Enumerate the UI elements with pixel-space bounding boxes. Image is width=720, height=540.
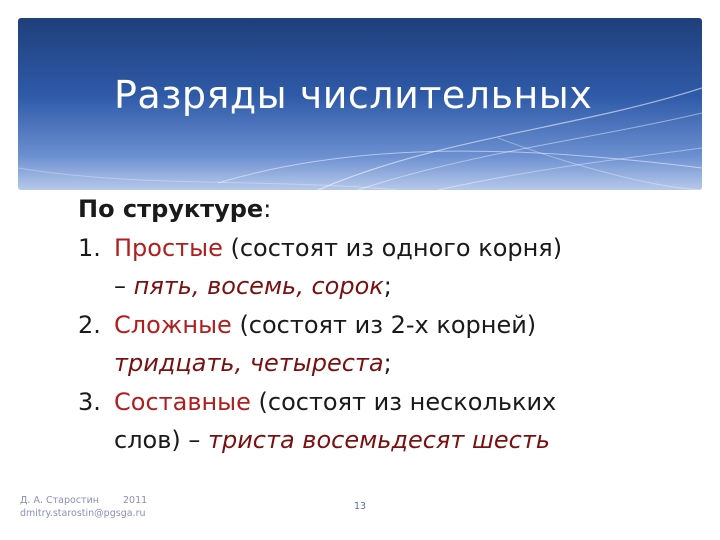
content-list	[78, 190, 658, 460]
list-item-examples	[78, 344, 658, 383]
item-tail: ;	[383, 349, 392, 377]
item-dash: –	[114, 272, 134, 300]
list-item	[78, 229, 658, 268]
footer-email: dmitry.starostin@pgsga.ru	[20, 508, 146, 519]
list-item-examples	[78, 421, 658, 460]
structure-heading	[78, 190, 658, 229]
item-term: Простые	[114, 233, 223, 262]
item-description-continued: слов) –	[114, 426, 208, 454]
item-examples: триста восемьдесят шесть	[207, 426, 550, 454]
footer-year: 2011	[122, 495, 148, 506]
item-term: Составные	[114, 387, 251, 416]
item-examples: тридцать, четыреста	[114, 349, 384, 377]
footer-author-name: Д. А. Старостин	[20, 495, 99, 506]
title-banner	[18, 18, 702, 190]
heading-label: По структуре	[78, 195, 264, 223]
heading-colon: :	[263, 195, 272, 223]
item-examples: пять, восемь, сорок	[133, 272, 384, 300]
list-item	[78, 383, 658, 422]
item-tail: ;	[383, 272, 392, 300]
item-number: 1.	[78, 233, 101, 262]
footer-author	[20, 494, 147, 520]
item-number: 3.	[78, 387, 101, 416]
item-description: (состоят из 2-х корней)	[231, 310, 537, 339]
item-description: (состоят из нескольких	[250, 387, 557, 416]
page-number: 13	[354, 501, 367, 512]
item-term: Сложные	[114, 310, 232, 339]
item-description: (состоят из одного корня)	[222, 233, 563, 262]
list-item-examples	[78, 267, 658, 306]
list-item	[78, 306, 658, 345]
slide-title: Разряды числительных	[114, 73, 593, 117]
item-number: 2.	[78, 310, 101, 339]
